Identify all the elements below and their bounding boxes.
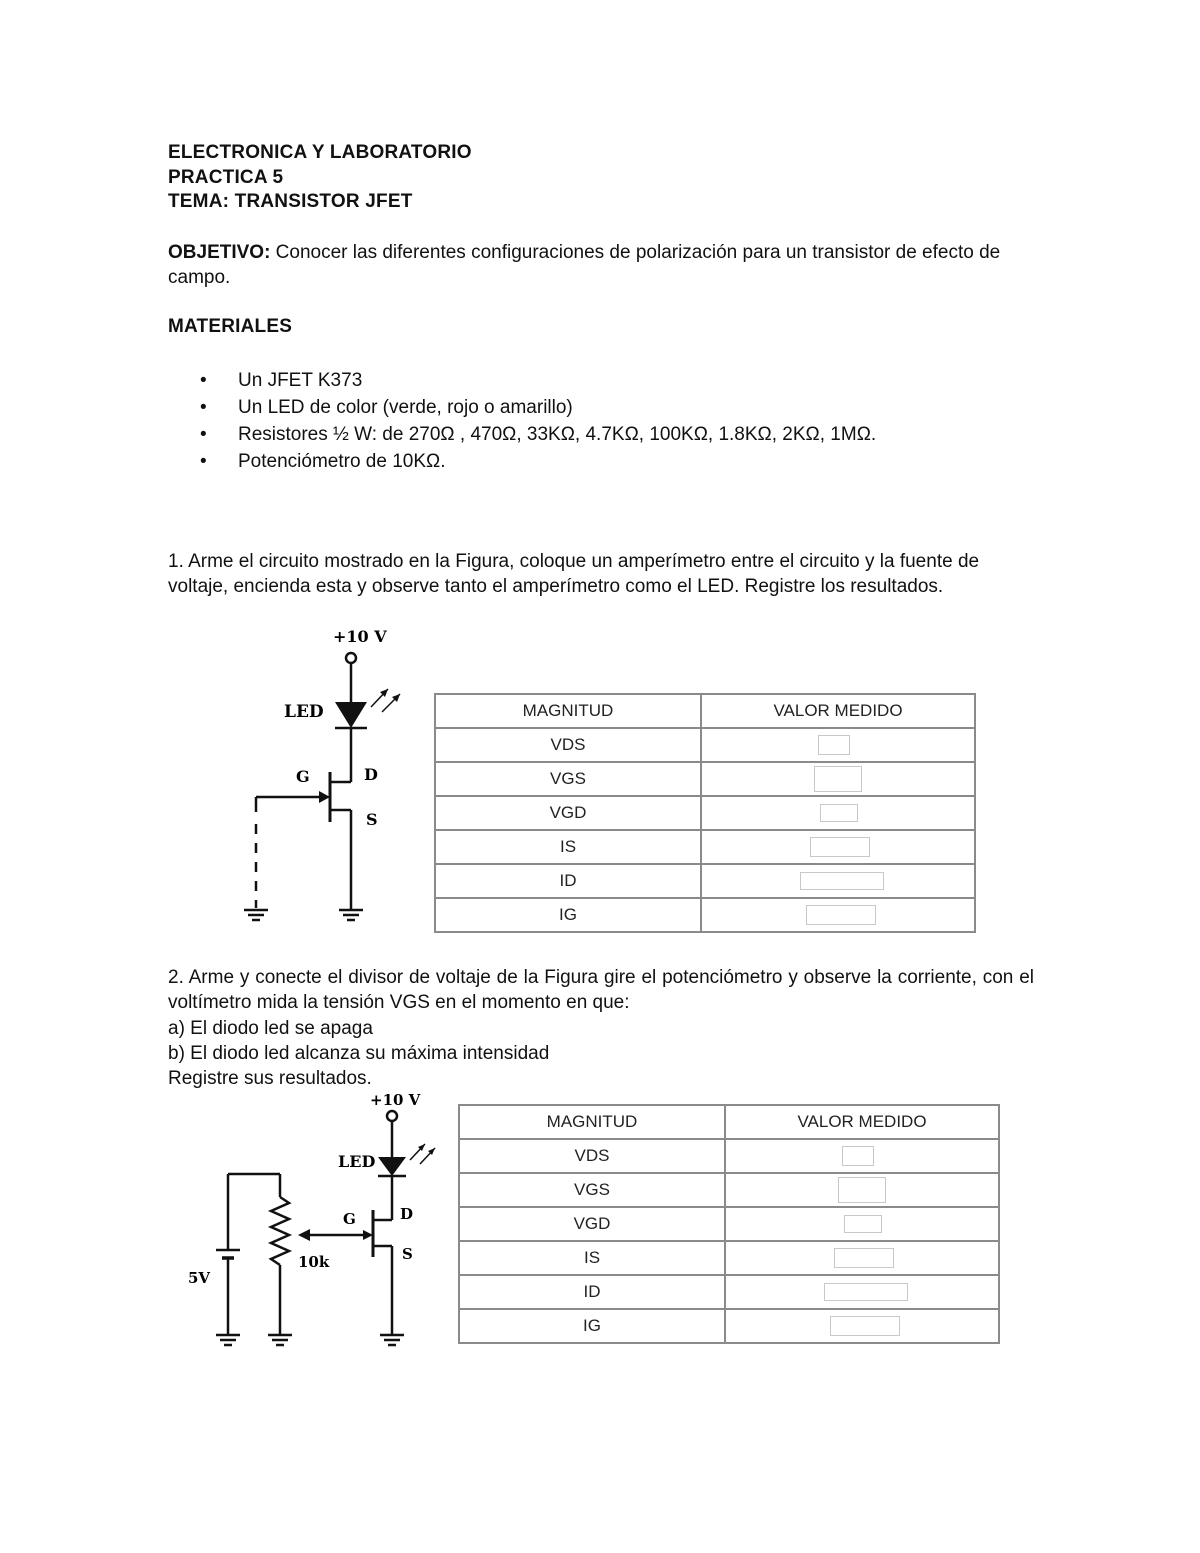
table-cell-valor [725, 1275, 999, 1309]
objective-label: OBJETIVO: [168, 242, 271, 263]
table-cell-magnitud: VDS [459, 1139, 725, 1173]
circuit1-diagram [230, 622, 430, 927]
materials-item [200, 367, 362, 394]
material-text: Resistores ½ W: de 270Ω , 470Ω, 33KΩ, 4.7KΩ, 100KΩ, 1.8KΩ, 2KΩ, 1MΩ. [238, 424, 877, 445]
material-text: Potenciómetro de 10KΩ. [238, 451, 446, 472]
table-cell-valor [701, 830, 975, 864]
table-cell-magnitud: VDS [435, 728, 701, 762]
materials-item [200, 448, 446, 475]
step2-item-a: a) El diodo led se apaga [168, 1018, 373, 1039]
table-cell-valor [701, 898, 975, 932]
table-cell-valor [725, 1309, 999, 1343]
table-cell-valor [701, 762, 975, 796]
circuit2-battery-label: 5V [188, 1269, 211, 1287]
table-cell-valor [725, 1241, 999, 1275]
circuit1-supply-label: +10 V [333, 627, 387, 646]
step2-item-b: b) El diodo led alcanza su máxima intensidad [168, 1043, 550, 1064]
course-title: ELECTRONICA Y LABORATORIO [168, 142, 472, 163]
measurement-table-1 [434, 693, 976, 933]
materials-item [200, 421, 876, 448]
circuit2-gate-label: G [343, 1210, 356, 1228]
bullet-dot: • [200, 424, 207, 445]
materials-item [200, 394, 573, 421]
table-header-magnitud: MAGNITUD [459, 1105, 725, 1139]
circuit1-led-label: LED [284, 702, 324, 722]
circuit1-drain-label: D [364, 765, 378, 784]
circuit2-pot-label: 10k [298, 1253, 330, 1271]
table-cell-magnitud: VGD [435, 796, 701, 830]
material-text: Un LED de color (verde, rojo o amarillo) [238, 397, 573, 418]
table-cell-magnitud: IG [435, 898, 701, 932]
table-cell-valor [725, 1207, 999, 1241]
measurement-table-2 [458, 1104, 1000, 1344]
circuit1-gate-label: G [296, 767, 310, 786]
practice-number: PRACTICA 5 [168, 167, 284, 188]
table-cell-magnitud: ID [435, 864, 701, 898]
step2-closing: Registre sus resultados. [168, 1068, 372, 1089]
table-cell-valor [701, 728, 975, 762]
table-cell-magnitud: ID [459, 1275, 725, 1309]
topic-title: TEMA: TRANSISTOR JFET [168, 191, 413, 212]
step2-paragraph: 2. Arme y conecte el divisor de voltaje de la Figura gire el potenciómetro y observe la corriente, con el voltímetro mida la tensión VGS en el momento en que: [168, 967, 1034, 1013]
table-cell-magnitud: VGD [459, 1207, 725, 1241]
table-header-magnitud: MAGNITUD [435, 694, 701, 728]
circuit1-source-label: S [366, 810, 378, 829]
circuit2-diagram [180, 1085, 440, 1350]
table-cell-magnitud: IG [459, 1309, 725, 1343]
table-cell-magnitud: IS [459, 1241, 725, 1275]
circuit2-supply-label: +10 V [370, 1091, 421, 1109]
table-cell-valor [701, 796, 975, 830]
materials-title: MATERIALES [168, 316, 293, 337]
bullet-dot: • [200, 451, 207, 472]
circuit2-source-label: S [402, 1245, 413, 1263]
table-header-valor: VALOR MEDIDO [725, 1105, 999, 1139]
bullet-dot: • [200, 397, 207, 418]
step1-paragraph: 1. Arme el circuito mostrado en la Figura, coloque un amperímetro entre el circuito y la fuente de voltaje, encienda esta y observe tanto el amperímetro como el LED. Registre los resultados. [168, 551, 980, 597]
table-cell-valor [701, 864, 975, 898]
table-cell-magnitud: IS [435, 830, 701, 864]
circuit2-drain-label: D [400, 1205, 414, 1223]
circuit2-led-label: LED [338, 1152, 376, 1171]
bullet-dot: • [200, 370, 207, 391]
objective-text: Conocer las diferentes configuraciones de polarización para un transistor de efecto de campo. [168, 242, 1001, 288]
table-cell-magnitud: VGS [459, 1173, 725, 1207]
table-header-valor: VALOR MEDIDO [701, 694, 975, 728]
material-text: Un JFET K373 [238, 370, 363, 391]
table-cell-magnitud: VGS [435, 762, 701, 796]
table-cell-valor [725, 1139, 999, 1173]
table-cell-valor [725, 1173, 999, 1207]
objective-paragraph [168, 240, 1034, 290]
